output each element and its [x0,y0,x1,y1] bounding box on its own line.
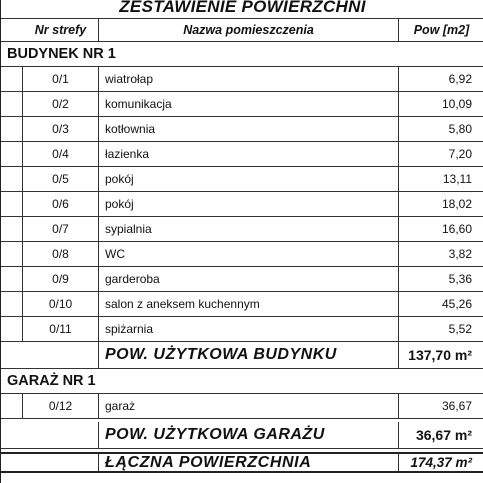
row-spacer [1,394,23,418]
area-cell: 18,02 [441,197,472,211]
table-row [1,217,483,242]
area-cell: 36,67 [441,399,472,413]
sum-spacer [1,342,99,368]
room-name-cell: kotłownia [99,117,399,141]
row-spacer [1,167,23,191]
row-spacer [1,192,23,216]
area-cell: 3,82 [448,247,472,261]
area-cell: 5,80 [448,122,472,136]
room-name-cell: pokój [99,167,399,191]
zone-cell: 0/4 [23,142,99,166]
room-name-cell: sypialnia [99,217,399,241]
zone-cell: 0/1 [23,67,99,91]
row-spacer [1,267,23,291]
row-spacer [1,242,23,266]
building-sum-label: POW. UŻYTKOWA BUDYNKU [99,342,399,368]
area-cell: 7,20 [448,147,472,161]
table-row [1,242,483,267]
row-spacer [1,317,23,341]
room-name-cell: łazienka [99,142,399,166]
zone-cell: 0/10 [23,292,99,316]
row-spacer [1,92,23,116]
total-row [1,452,483,473]
table-header [1,18,483,42]
table-row [1,267,483,292]
table-row [1,117,483,142]
page-title: ZESTAWIENIE POWIERZCHNI [119,0,366,16]
zone-cell: 0/7 [23,217,99,241]
room-name-cell: WC [99,242,399,266]
room-name-cell: garderoba [99,267,399,291]
room-name-cell: salon z aneksem kuchennym [99,292,399,316]
header-zone: Nr strefy [23,19,99,41]
building-sum-value: 137,70 m² [408,347,472,363]
area-cell: 13,11 [442,172,472,186]
area-cell: 10,09 [441,97,472,111]
zone-cell: 0/2 [23,92,99,116]
room-name-cell: pokój [99,192,399,216]
row-spacer [1,117,23,141]
zone-cell: 0/5 [23,167,99,191]
row-spacer [1,67,23,91]
room-name-cell: komunikacja [99,92,399,116]
table-row [1,317,483,342]
table-row [1,67,483,92]
header-room-name: Nazwa pomieszczenia [99,19,399,41]
table-row [1,142,483,167]
table-row [1,394,483,419]
row-spacer [1,292,23,316]
area-cell: 6,92 [448,72,472,86]
room-name-cell: spiżarnia [99,317,399,341]
zone-cell: 0/8 [23,242,99,266]
table-row [1,292,483,317]
zone-cell: 0/3 [23,117,99,141]
garage-sum-row [1,422,483,449]
total-label: ŁĄCZNA POWIERZCHNIA [99,454,399,471]
zone-cell: 0/11 [23,317,99,341]
zone-cell: 0/9 [23,267,99,291]
table-row [1,192,483,217]
garage-sum-label: POW. UŻYTKOWA GARAŻU [99,422,399,448]
section-garage: GARAŻ NR 1 [1,369,483,394]
area-cell: 45,26 [441,297,472,311]
room-name-cell: wiatrołap [99,67,399,91]
area-cell: 5,52 [448,322,472,336]
garage-sum-value: 36,67 m² [415,427,472,443]
room-name-cell: garaż [99,394,399,418]
total-value: 174,37 m² [410,455,472,470]
table-row [1,92,483,117]
row-spacer [1,142,23,166]
section-building: BUDYNEK NR 1 [1,42,483,67]
total-spacer [1,454,99,471]
area-cell: 16,60 [441,222,472,236]
table-row [1,167,483,192]
zone-cell: 0/12 [23,394,99,418]
zone-cell: 0/6 [23,192,99,216]
area-cell: 5,36 [448,272,472,286]
header-spacer [1,19,23,41]
sum-spacer [1,422,99,448]
row-spacer [1,217,23,241]
building-sum-row [1,342,483,369]
header-area: Pow [m2] [413,23,470,37]
